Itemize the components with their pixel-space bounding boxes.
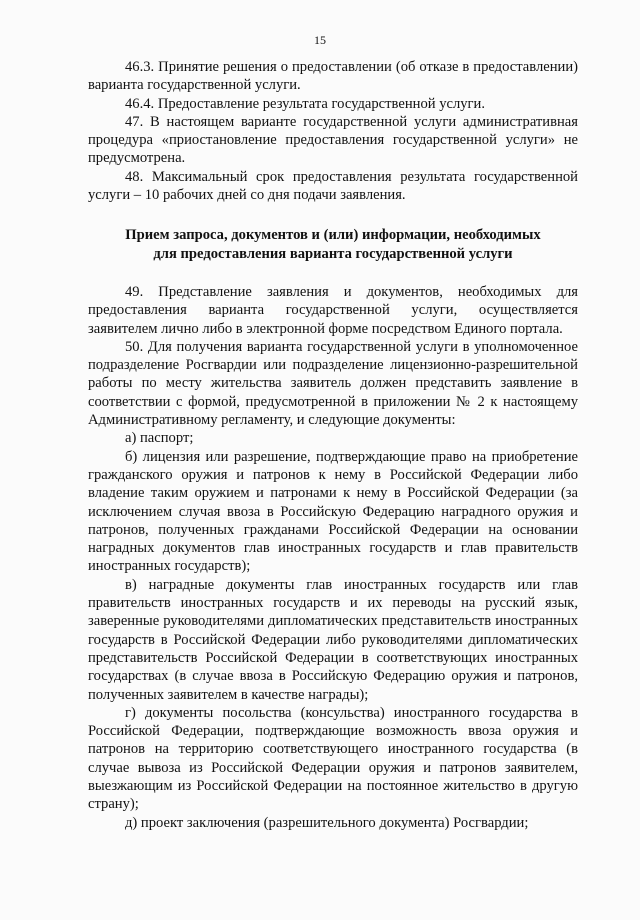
list-item-d: д) проект заключения (разрешительного документа) Росгвардии;	[125, 814, 529, 831]
paragraph-48: 48. Максимальный срок предоставления результата государственной услуги – 10 рабочих дней со дня подачи заявления.	[88, 168, 578, 204]
list-item-v: в) наградные документы глав иностранных государств или глав правительств иностранных государств и их переводы на русский язык, заверенные руководителями дипломатических представительств иностранных государств в Российской Федерации либо руководителями дипломатических представительств Российской Федерации в соответствующих иностранных государствах (в случае ввоза в Российскую Федерацию оружия и патронов, полученных заявителем в качестве награды);	[88, 576, 578, 703]
section-heading-line-2: для предоставления варианта государственной услуги	[153, 245, 513, 262]
list-item-b: б) лицензия или разрешение, подтверждающие право на приобретение гражданского оружия и патронов к нему в Российской Федерации либо владение таким оружием и патронами к нему в Российской Федерации (за исключением случая ввоза в Российскую Федерацию наградного оружия и патронов, полученных гражданами Российской Федерации на основании наградных документов глав иностранных государств и глав правительств иностранных государств);	[88, 448, 578, 575]
page-number: 15	[314, 33, 326, 47]
paragraph-46-3: 46.3. Принятие решения о предоставлении (об отказе в предоставлении) варианта государственной услуги.	[88, 59, 578, 94]
document-body	[88, 58, 578, 832]
paragraph-49: 49. Представление заявления и документов, необходимых для предоставления варианта государственной услуги, осуществляется заявителем лично либо в электронной форме посредством Единого портала.	[88, 283, 578, 337]
paragraph-46-4: 46.4. Предоставление результата государственной услуги.	[125, 95, 485, 112]
paragraph-50: 50. Для получения варианта государственной услуги в уполномоченное подразделение Росгвардии или подразделение лицензионно-разрешительной работы по месту жительства заявитель должен представить заявление в соответствии с формой, предусмотренной в приложении № 2 к настоящему Административному регламенту, и следующие документы:	[88, 338, 578, 429]
section-heading	[88, 226, 578, 263]
paragraph-47: 47. В настоящем варианте государственной услуги административная процедура «приостановление предоставления государственной услуги» не предусмотрена.	[88, 113, 578, 167]
list-item-g: г) документы посольства (консульства) иностранного государства в Российской Федерации, подтверждающие возможность ввоза оружия и патронов на территорию соответствующего иностранного государства (в случае вывоза из Российской Федерации оружия и патронов заявителем, выезжающим из Российской Федерации на постоянное жительство в другую страну);	[88, 704, 578, 813]
list-item-a: а) паспорт;	[125, 430, 194, 447]
section-heading-line-1: Прием запроса, документов и (или) информации, необходимых	[125, 227, 541, 244]
